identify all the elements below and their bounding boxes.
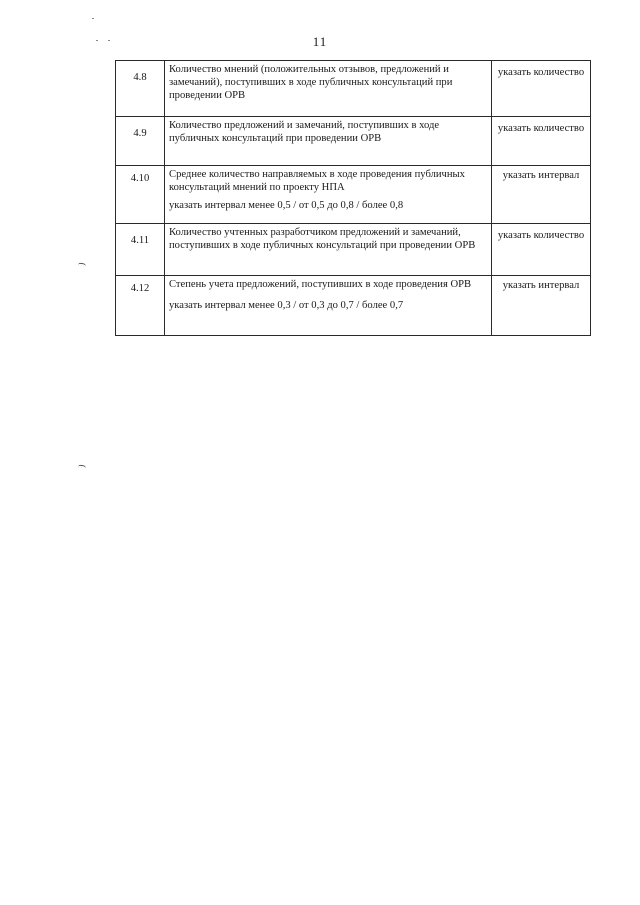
- table-row: [116, 276, 591, 336]
- row-description: [165, 224, 492, 276]
- table-row: [116, 61, 591, 117]
- row-number: 4.9: [116, 117, 165, 166]
- row-text: Количество предложений и замечаний, поступивших в ходе публичных консультаций при проведении ОРВ: [169, 120, 440, 144]
- row-action: указать количество: [492, 224, 591, 276]
- row-action: указать количество: [492, 117, 591, 166]
- row-text: Количество мнений (положительных отзывов, предложений и замечаний), поступивших в ходе публичных консультаций при проведении ОРВ: [169, 64, 453, 101]
- row-text: Среднее количество направляемых в ходе проведения публичных консультаций мнений по проекту НПА: [169, 169, 465, 193]
- hole-punch-mark: [78, 464, 86, 468]
- table-row: [116, 117, 591, 166]
- scan-speck: [92, 18, 94, 19]
- row-action: указать количество: [492, 61, 591, 117]
- row-action: указать интервал: [492, 166, 591, 224]
- row-note: указать интервал менее 0,5 / от 0,5 до 0,8 / более 0,8: [169, 199, 404, 211]
- row-description: [165, 117, 492, 166]
- row-text: Степень учета предложений, поступивших в ходе проведения ОРВ: [169, 279, 472, 290]
- row-number: 4.12: [116, 276, 165, 336]
- indicators-table: [115, 60, 591, 336]
- hole-punch-mark: [78, 262, 86, 266]
- row-description: [165, 166, 492, 224]
- row-description: [165, 61, 492, 117]
- table-row: [116, 224, 591, 276]
- row-text: Количество учтенных разработчиком предложений и замечаний, поступивших в ходе публичных консультаций при проведении ОРВ: [169, 227, 476, 251]
- row-note: указать интервал менее 0,3 / от 0,3 до 0,7 / более 0,7: [169, 299, 404, 311]
- row-number: 4.10: [116, 166, 165, 224]
- page-number: 11: [312, 34, 328, 49]
- row-action: указать интервал: [492, 276, 591, 336]
- table-row: [116, 166, 591, 224]
- row-description: [165, 276, 492, 336]
- row-number: 4.11: [116, 224, 165, 276]
- row-number: 4.8: [116, 61, 165, 117]
